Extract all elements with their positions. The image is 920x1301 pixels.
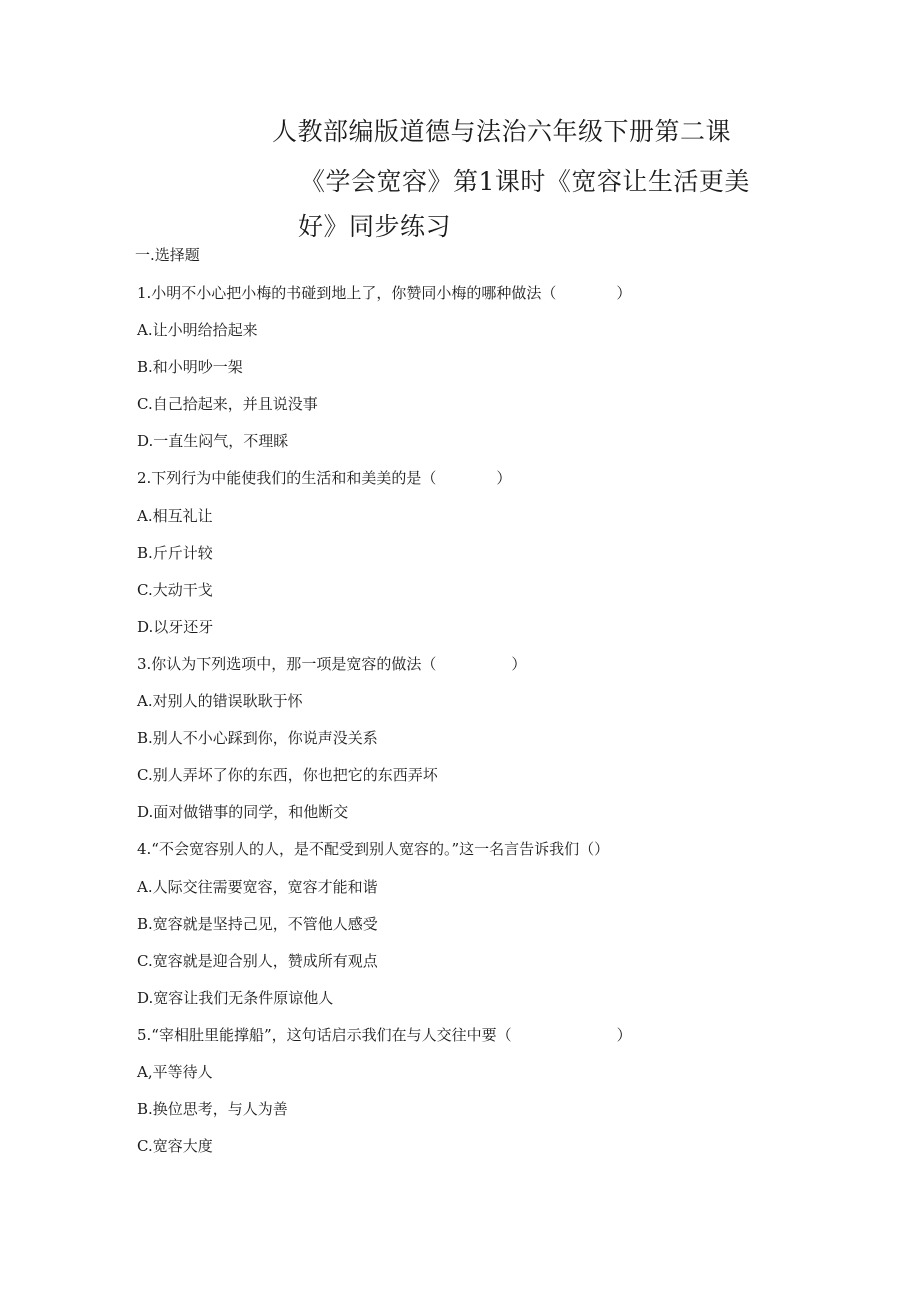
section-heading: 一.选择题 bbox=[135, 246, 200, 264]
question-3-option-d: D.面对做错事的同学，和他断交 bbox=[137, 803, 349, 822]
question-4-option-d: D.宽容让我们无条件原谅他人 bbox=[137, 988, 334, 1007]
question-1-option-d: D.一直生闷气，不理睬 bbox=[137, 432, 289, 451]
question-5-option-b: B.换位思考，与人为善 bbox=[137, 1100, 288, 1119]
document-title-line-1: 人教部编版道德与法治六年级下册第二课 bbox=[272, 117, 732, 146]
question-stem-3: 3.你认为下列选项中，那一项是宽容的做法（ ） bbox=[137, 654, 527, 673]
question-1-option-c: C.自己拾起来，并且说没事 bbox=[137, 395, 318, 414]
question-stem-1: 1.小明不小心把小梅的书碰到地上了，你赞同小梅的哪种做法（ ） bbox=[137, 284, 632, 302]
question-3-option-b: B.别人不小心踩到你，你说声没关系 bbox=[137, 729, 378, 748]
question-5-option-a: A,平等待人 bbox=[137, 1062, 213, 1081]
question-4-option-b: B.宽容就是坚持己见，不管他人感受 bbox=[137, 914, 378, 933]
question-list bbox=[137, 282, 837, 1172]
question-2-option-d: D.以牙还牙 bbox=[137, 617, 214, 636]
question-3-option-a: A.对别人的错误耿耿于怀 bbox=[137, 692, 303, 711]
question-5-option-c: C.宽容大度 bbox=[137, 1137, 213, 1156]
question-1-option-b: B.和小明吵一架 bbox=[137, 358, 243, 377]
question-stem-4: 4.“不会宽容别人的人，是不配受到别人宽容的。”这一名言告诉我们（） bbox=[137, 840, 610, 859]
document-title-line-2: 《学会宽容》第1课时《宽容让生活更美 bbox=[300, 167, 750, 196]
question-4-option-c: C.宽容就是迎合别人，赞成所有观点 bbox=[137, 951, 378, 970]
document-title-line-3: 好》同步练习 bbox=[298, 212, 452, 241]
question-4-option-a: A.人际交往需要宽容，宽容才能和谐 bbox=[137, 877, 378, 896]
question-2-option-a: A.相互礼让 bbox=[137, 506, 213, 525]
question-3-option-c: C.别人弄坏了你的东西，你也把它的东西弄坏 bbox=[137, 766, 438, 785]
question-2-option-b: B.斤斤计较 bbox=[137, 543, 213, 562]
question-1-option-a: A.让小明给拾起来 bbox=[137, 321, 258, 340]
question-stem-5: 5.“宰相肚里能撑船”，这句话启示我们在与人交往中要（ ） bbox=[137, 1025, 632, 1044]
question-stem-2: 2.下列行为中能使我们的生活和和美美的是（ ） bbox=[137, 469, 512, 488]
question-2-option-c: C.大动干戈 bbox=[137, 580, 213, 599]
